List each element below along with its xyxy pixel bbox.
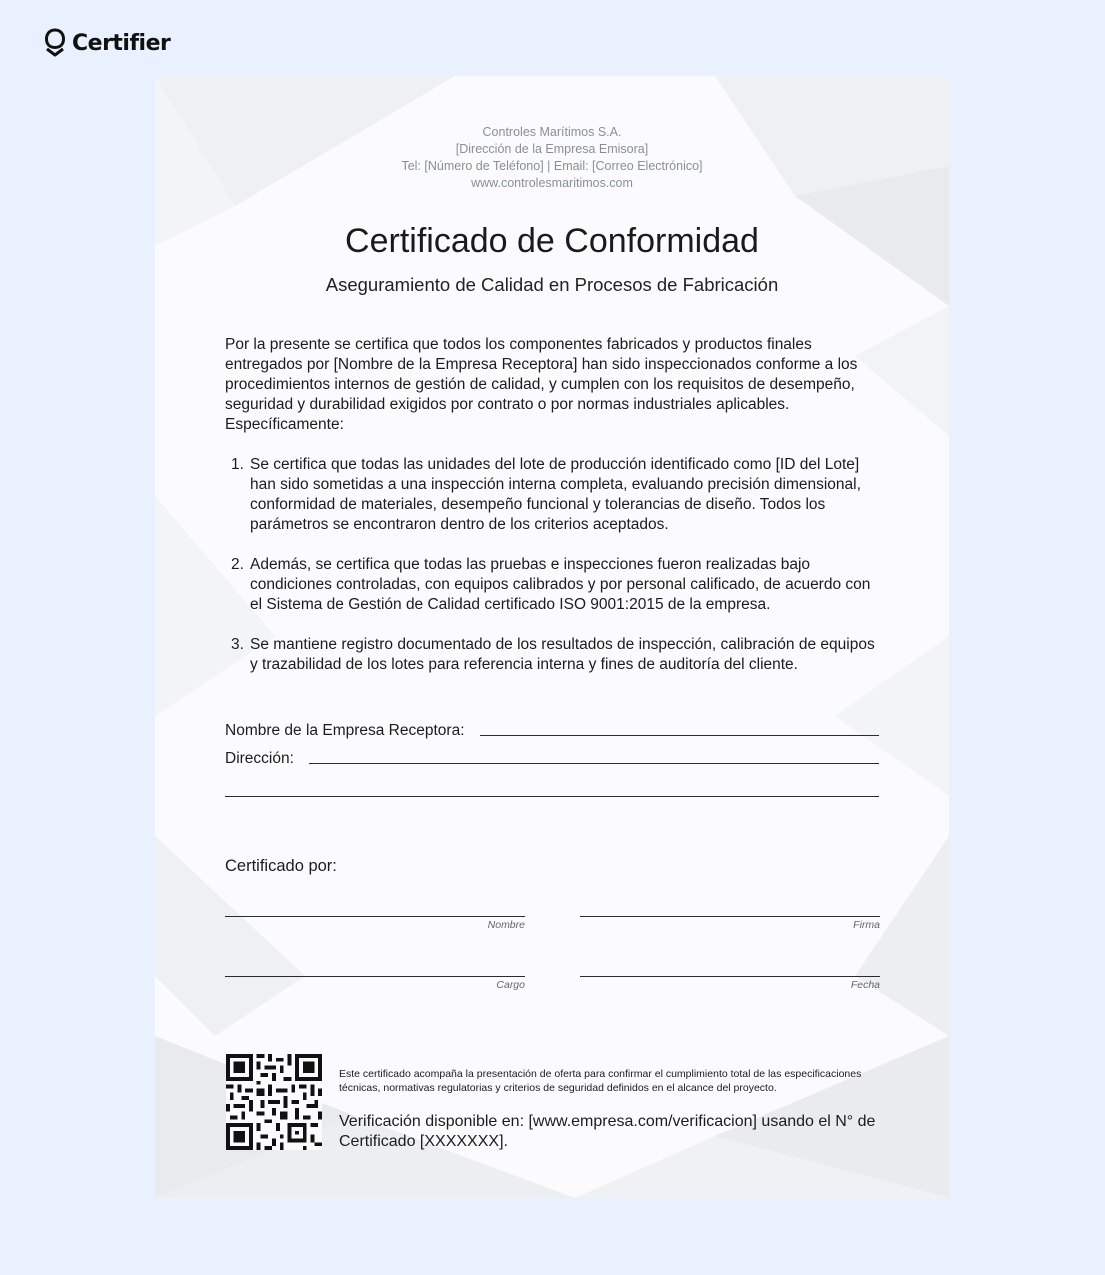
issuer-company: Controles Marítimos S.A. [482, 125, 622, 139]
signature-date-block [580, 975, 880, 991]
clause-text: Se mantiene registro documentado de los resultados de inspección, calibración de equipos y trazabilidad de los lotes para referencia interna y fines de auditoría del cliente. [250, 636, 875, 673]
issuer-website: www.controlesmaritimos.com [471, 176, 633, 190]
name-line[interactable] [225, 915, 525, 917]
position-line[interactable] [225, 975, 525, 977]
address-field [225, 750, 879, 768]
address-input-line-2[interactable] [225, 796, 879, 797]
issuer-contact: Tel: [Número de Teléfono] | Email: [Correo Electrónico] [401, 159, 703, 173]
signature-position-block [225, 975, 525, 991]
position-caption: Cargo [496, 979, 525, 991]
certificate-sheet [155, 76, 949, 1198]
name-caption: Nombre [487, 919, 525, 931]
signature-name-block [225, 915, 525, 931]
clause-text: Se certifica que todas las unidades del lote de producción identificado como [ID del Lote] han sido sometidas a una inspección interna completa, evaluando precisión dimensional, conformidad de materiales, desempeño funcional y tolerancias de diseño. Todos los parámetros se encontraron dentro de los criterios aceptados. [250, 456, 861, 533]
certificate-title: Certificado de Conformidad [345, 222, 759, 260]
recipient-input-line[interactable] [480, 734, 879, 736]
address-label: Dirección: [225, 750, 294, 767]
clause-number: 2. [231, 556, 244, 573]
certified-by-heading: Certificado por: [225, 857, 337, 875]
signature-line[interactable] [580, 915, 880, 917]
clause-item [225, 555, 880, 615]
recipient-label: Nombre de la Empresa Receptora: [225, 722, 465, 739]
certificate-subtitle: Aseguramiento de Calidad en Procesos de Fabricación [325, 274, 779, 295]
clause-item [225, 455, 880, 535]
clause-number: 1. [231, 456, 244, 473]
footer-note: Este certificado acompaña la presentación de oferta para confirmar el cumplimiento total de las especificaciones técnicas, normativas regulatorias y criterios de seguridad definidos en el alcance del proyecto. [339, 1068, 862, 1094]
recipient-field [225, 722, 879, 740]
date-line[interactable] [580, 975, 880, 977]
clause-number: 3. [231, 636, 244, 653]
qr-code-icon[interactable] [226, 1054, 322, 1150]
verification-text: Verificación disponible en: [www.empresa.com/verificacion] usando el N° de Certificado [XXXXXXX]. [339, 1113, 876, 1150]
intro-paragraph: Por la presente se certifica que todos los componentes fabricados y productos finales entregados por [Nombre de la Empresa Receptora] han sido inspeccionados conforme a los procedimientos internos de gestión de calidad, y cumplen con los requisitos de desempeño, seguridad y durabilidad exigidos por contrato o por normas industriales aplicables. Específicamente: [225, 336, 858, 433]
signature-caption: Firma [853, 919, 880, 931]
date-caption: Fecha [850, 979, 880, 991]
address-input-line[interactable] [309, 762, 879, 764]
clause-item [225, 635, 880, 675]
clause-list [225, 455, 880, 695]
brand-name: Certifier [72, 30, 171, 56]
clause-text: Además, se certifica que todas las pruebas e inspecciones fueron realizadas bajo condiciones controladas, con equipos calibrados y por personal calificado, de acuerdo con el Sistema de Gestión de Calidad certificado ISO 9001:2015 de la empresa. [250, 556, 871, 613]
brand-logo[interactable] [44, 28, 170, 58]
issuer-header [155, 124, 949, 192]
certifier-logo-icon [44, 28, 66, 58]
signature-sign-block [580, 915, 880, 931]
issuer-address: [Dirección de la Empresa Emisora] [455, 142, 649, 156]
